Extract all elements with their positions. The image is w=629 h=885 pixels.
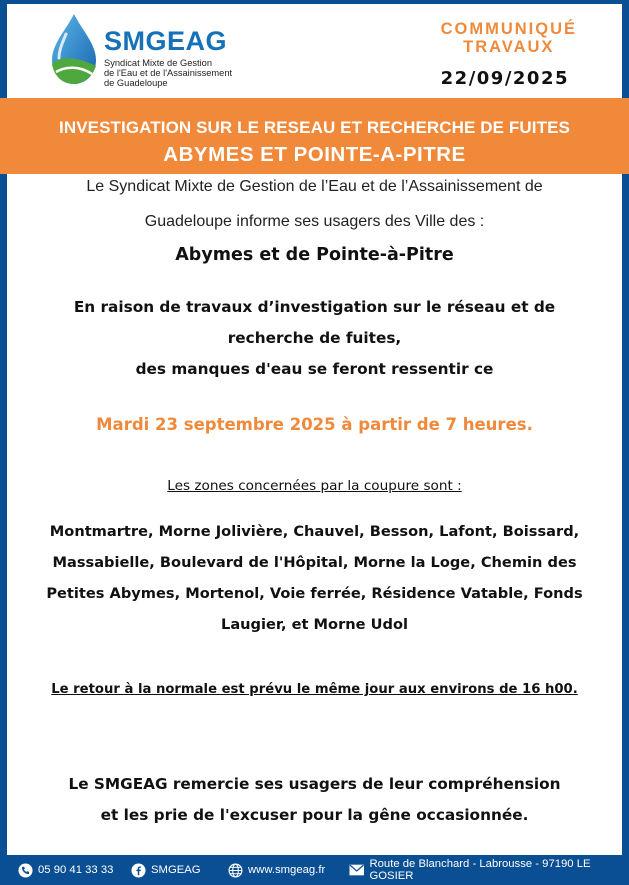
- footer-contact-bar: [0, 855, 629, 885]
- website-url: www.smgeag.fr: [248, 864, 326, 876]
- logo-sub-line: de l'Eau et de l'Assainissement: [104, 68, 233, 78]
- footer-website[interactable]: [228, 855, 325, 885]
- thanks-line1: Le SMGEAG remercie ses usagers de leur compréhension: [68, 775, 561, 793]
- facebook-name: SMGEAG: [151, 864, 201, 876]
- date-time-notice: Mardi 23 septembre 2025 à partir de 7 heures.: [96, 415, 533, 434]
- phone-icon: [18, 863, 33, 878]
- footer-address: [349, 855, 629, 885]
- logo-name: SMGEAG: [104, 26, 228, 56]
- logo-subtitle: [104, 58, 254, 88]
- reason-line3: des manques d'eau se feront ressentir ce: [135, 360, 494, 378]
- frame-top: [0, 0, 629, 4]
- zones-line4: Laugier, et Morne Udol: [221, 616, 408, 633]
- logo-sub-line: Syndicat Mixte de Gestion: [104, 58, 212, 68]
- reason-line1: En raison de travaux d’investigation sur le réseau et de: [73, 298, 556, 316]
- banner-line2: ABYMES ET POINTE-A-PITRE: [163, 143, 466, 166]
- footer-facebook[interactable]: [131, 855, 201, 885]
- title-banner: [0, 98, 629, 174]
- zones-title: Les zones concernées par la coupure sont :: [167, 478, 462, 494]
- reason-line2: recherche de fuites,: [227, 329, 402, 347]
- footer-phone[interactable]: [18, 855, 113, 885]
- intro-line2: Guadeloupe informe ses usagers des Ville des :: [144, 213, 485, 230]
- zones-line3: Petites Abymes, Mortenol, Voie ferrée, Résidence Vatable, Fonds: [46, 585, 583, 602]
- postal-address: Route de Blanchard - Labrousse - 97190 LE GOSIER: [369, 858, 591, 882]
- smgeag-logo: [46, 12, 246, 88]
- communique-date: 22/09/2025: [440, 68, 569, 89]
- communique-title-line1: COMMUNIQUÉ: [440, 20, 577, 38]
- communique-title-line2: TRAVAUX: [463, 38, 555, 56]
- intro-line1: Le Syndicat Mixte de Gestion de l’Eau et de l’Assainissement de: [86, 178, 543, 195]
- zones-line2: Massabielle, Boulevard de l'Hôpital, Morne la Loge, Chemin des: [52, 554, 577, 571]
- thanks-line2: et les prie de l'excuser pour la gêne occasionnée.: [100, 806, 529, 824]
- envelope-icon: [349, 864, 364, 876]
- cities-heading: Abymes et de Pointe-à-Pitre: [175, 245, 454, 265]
- phone-number: 05 90 41 33 33: [38, 864, 114, 876]
- zones-line1: Montmartre, Morne Jolivière, Chauvel, Besson, Lafont, Boissard,: [49, 523, 580, 540]
- return-notice: Le retour à la normale est prévu le même jour aux environs de 16 h00.: [51, 682, 578, 697]
- banner-line1: INVESTIGATION SUR LE RESEAU ET RECHERCHE DE FUITES: [59, 118, 570, 137]
- facebook-icon: [131, 863, 146, 878]
- water-drop-logo-icon: [46, 12, 102, 86]
- globe-icon: [228, 863, 243, 878]
- logo-sub-line: de Guadeloupe: [104, 78, 168, 88]
- communique-title: [441, 20, 577, 56]
